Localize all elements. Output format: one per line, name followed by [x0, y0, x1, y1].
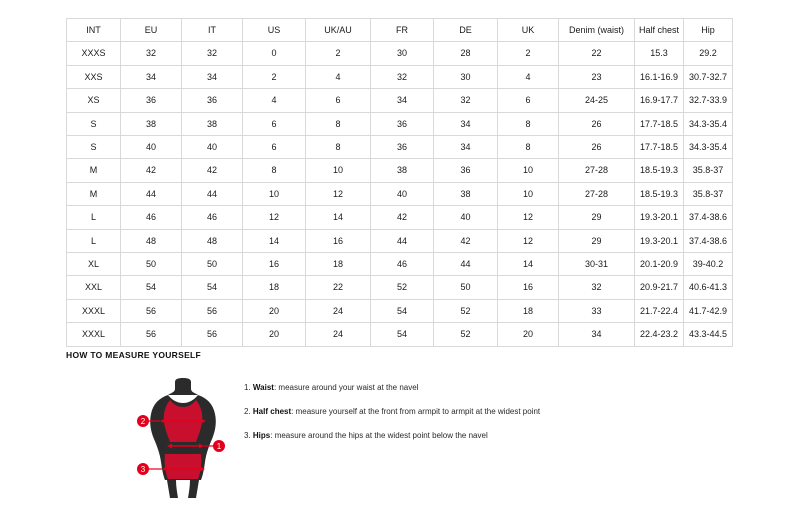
cell-half-chest: 16.1-16.9 [635, 65, 684, 88]
cell-us: 4 [243, 89, 306, 112]
cell-int: XS [67, 89, 121, 112]
cell-it: 56 [182, 299, 243, 322]
measure-step-hips [244, 430, 744, 441]
step-term: Waist [252, 383, 274, 392]
step-number: 2. [244, 407, 251, 416]
cell-fr: 34 [371, 89, 434, 112]
cell-it: 50 [182, 253, 243, 276]
size-chart-container [66, 18, 732, 347]
cell-half-chest: 17.7-18.5 [635, 136, 684, 159]
cell-it: 44 [182, 182, 243, 205]
column-header-us: US [243, 19, 306, 42]
cell-int: S [67, 136, 121, 159]
cell-uk: 12 [498, 229, 559, 252]
cell-fr: 36 [371, 112, 434, 135]
column-header-hip: Hip [684, 19, 733, 42]
step-text: : measure around your waist at the navel [273, 383, 419, 392]
svg-text:2: 2 [140, 417, 146, 426]
cell-denim-waist: 24-25 [559, 89, 635, 112]
cell-denim-waist: 27-28 [559, 182, 635, 205]
cell-hip: 29.2 [684, 42, 733, 65]
cell-uk-au: 24 [306, 299, 371, 322]
cell-us: 18 [243, 276, 306, 299]
cell-us: 6 [243, 136, 306, 159]
size-chart-table [66, 18, 733, 347]
step-number: 3. [244, 431, 251, 440]
cell-fr: 42 [371, 206, 434, 229]
cell-half-chest: 18.5-19.3 [635, 182, 684, 205]
cell-denim-waist: 22 [559, 42, 635, 65]
table-row [67, 229, 733, 252]
cell-uk-au: 8 [306, 136, 371, 159]
table-row [67, 276, 733, 299]
cell-int: L [67, 206, 121, 229]
cell-fr: 46 [371, 253, 434, 276]
cell-de: 50 [434, 276, 498, 299]
marker-3 [137, 463, 149, 475]
size-chart-head [67, 19, 733, 42]
cell-uk: 20 [498, 323, 559, 346]
cell-eu: 32 [121, 42, 182, 65]
cell-half-chest: 17.7-18.5 [635, 112, 684, 135]
measure-step-waist [244, 382, 744, 393]
cell-half-chest: 22.4-23.2 [635, 323, 684, 346]
cell-denim-waist: 29 [559, 206, 635, 229]
cell-us: 14 [243, 229, 306, 252]
cell-uk: 6 [498, 89, 559, 112]
column-header-de: DE [434, 19, 498, 42]
cell-de: 34 [434, 112, 498, 135]
cell-de: 52 [434, 299, 498, 322]
cell-us: 20 [243, 323, 306, 346]
cell-hip: 39-40.2 [684, 253, 733, 276]
cell-fr: 40 [371, 182, 434, 205]
cell-uk-au: 12 [306, 182, 371, 205]
cell-denim-waist: 26 [559, 112, 635, 135]
table-row [67, 253, 733, 276]
cell-us: 20 [243, 299, 306, 322]
cell-denim-waist: 23 [559, 65, 635, 88]
column-header-uk-au: UK/AU [306, 19, 371, 42]
cell-de: 28 [434, 42, 498, 65]
cell-us: 2 [243, 65, 306, 88]
cell-int: XXS [67, 65, 121, 88]
column-header-fr: FR [371, 19, 434, 42]
table-row [67, 42, 733, 65]
cell-eu: 42 [121, 159, 182, 182]
cell-eu: 56 [121, 299, 182, 322]
cell-uk: 10 [498, 159, 559, 182]
cell-de: 40 [434, 206, 498, 229]
cell-uk: 16 [498, 276, 559, 299]
cell-fr: 36 [371, 136, 434, 159]
cell-fr: 44 [371, 229, 434, 252]
cell-uk: 10 [498, 182, 559, 205]
step-text: : measure yourself at the front from armpit to armpit at the widest point [291, 407, 541, 416]
cell-uk-au: 4 [306, 65, 371, 88]
table-row [67, 89, 733, 112]
cell-de: 52 [434, 323, 498, 346]
table-row [67, 299, 733, 322]
cell-it: 54 [182, 276, 243, 299]
cell-uk-au: 2 [306, 42, 371, 65]
cell-uk: 4 [498, 65, 559, 88]
cell-hip: 37.4-38.6 [684, 229, 733, 252]
cell-us: 8 [243, 159, 306, 182]
column-header-half-chest: Half chest [635, 19, 684, 42]
table-row [67, 112, 733, 135]
cell-de: 38 [434, 182, 498, 205]
column-header-eu: EU [121, 19, 182, 42]
cell-denim-waist: 32 [559, 276, 635, 299]
cell-de: 44 [434, 253, 498, 276]
cell-hip: 32.7-33.9 [684, 89, 733, 112]
mannequin-diagram [118, 376, 248, 501]
cell-de: 34 [434, 136, 498, 159]
cell-us: 6 [243, 112, 306, 135]
column-header-int: INT [67, 19, 121, 42]
column-header-denim-waist: Denim (waist) [559, 19, 635, 42]
cell-eu: 50 [121, 253, 182, 276]
cell-int: M [67, 159, 121, 182]
cell-it: 48 [182, 229, 243, 252]
cell-eu: 36 [121, 89, 182, 112]
size-chart-body [67, 42, 733, 346]
cell-denim-waist: 33 [559, 299, 635, 322]
cell-us: 16 [243, 253, 306, 276]
step-term: Half chest [252, 407, 292, 416]
cell-it: 38 [182, 112, 243, 135]
cell-it: 40 [182, 136, 243, 159]
cell-eu: 44 [121, 182, 182, 205]
cell-eu: 38 [121, 112, 182, 135]
table-row [67, 159, 733, 182]
step-number: 1. [244, 383, 251, 392]
marker-2 [137, 415, 149, 427]
column-header-it: IT [182, 19, 243, 42]
svg-text:3: 3 [140, 465, 146, 474]
cell-uk-au: 8 [306, 112, 371, 135]
cell-hip: 34.3-35.4 [684, 136, 733, 159]
cell-it: 34 [182, 65, 243, 88]
cell-uk-au: 14 [306, 206, 371, 229]
cell-denim-waist: 34 [559, 323, 635, 346]
table-row [67, 206, 733, 229]
table-header-row [67, 19, 733, 42]
table-row [67, 182, 733, 205]
cell-uk: 12 [498, 206, 559, 229]
cell-half-chest: 18.5-19.3 [635, 159, 684, 182]
cell-half-chest: 20.9-21.7 [635, 276, 684, 299]
cell-half-chest: 16.9-17.7 [635, 89, 684, 112]
cell-de: 36 [434, 159, 498, 182]
cell-fr: 54 [371, 299, 434, 322]
cell-fr: 52 [371, 276, 434, 299]
cell-int: XXL [67, 276, 121, 299]
cell-fr: 32 [371, 65, 434, 88]
cell-hip: 41.7-42.9 [684, 299, 733, 322]
cell-int: XL [67, 253, 121, 276]
cell-uk-au: 16 [306, 229, 371, 252]
step-term: Hips [252, 431, 271, 440]
measure-step-half-chest [244, 406, 744, 417]
cell-uk-au: 6 [306, 89, 371, 112]
how-to-measure-title: HOW TO MEASURE YOURSELF [66, 350, 202, 360]
cell-hip: 35.8-37 [684, 182, 733, 205]
cell-uk: 8 [498, 136, 559, 159]
cell-fr: 54 [371, 323, 434, 346]
cell-it: 36 [182, 89, 243, 112]
table-row [67, 65, 733, 88]
cell-hip: 35.8-37 [684, 159, 733, 182]
cell-uk: 8 [498, 112, 559, 135]
how-to-measure-section [66, 350, 746, 474]
cell-uk-au: 24 [306, 323, 371, 346]
cell-denim-waist: 29 [559, 229, 635, 252]
cell-hip: 30.7-32.7 [684, 65, 733, 88]
cell-uk: 14 [498, 253, 559, 276]
cell-eu: 40 [121, 136, 182, 159]
cell-eu: 56 [121, 323, 182, 346]
cell-half-chest: 20.1-20.9 [635, 253, 684, 276]
cell-hip: 40.6-41.3 [684, 276, 733, 299]
cell-half-chest: 15.3 [635, 42, 684, 65]
cell-denim-waist: 27-28 [559, 159, 635, 182]
cell-int: M [67, 182, 121, 205]
mannequin-figure-icon [118, 376, 248, 501]
cell-half-chest: 19.3-20.1 [635, 206, 684, 229]
measure-steps-list [244, 382, 744, 454]
cell-de: 32 [434, 89, 498, 112]
cell-us: 12 [243, 206, 306, 229]
cell-hip: 37.4-38.6 [684, 206, 733, 229]
cell-uk: 2 [498, 42, 559, 65]
cell-int: S [67, 112, 121, 135]
cell-de: 30 [434, 65, 498, 88]
cell-uk-au: 18 [306, 253, 371, 276]
cell-eu: 48 [121, 229, 182, 252]
cell-it: 32 [182, 42, 243, 65]
cell-denim-waist: 30-31 [559, 253, 635, 276]
cell-hip: 43.3-44.5 [684, 323, 733, 346]
cell-hip: 34.3-35.4 [684, 112, 733, 135]
cell-int: XXXL [67, 323, 121, 346]
mannequin-body [150, 378, 216, 498]
cell-uk-au: 10 [306, 159, 371, 182]
table-row [67, 136, 733, 159]
cell-de: 42 [434, 229, 498, 252]
table-row [67, 323, 733, 346]
cell-it: 56 [182, 323, 243, 346]
cell-eu: 46 [121, 206, 182, 229]
marker-1 [213, 440, 225, 452]
step-text: : measure around the hips at the widest point below the navel [270, 431, 488, 440]
cell-half-chest: 19.3-20.1 [635, 229, 684, 252]
cell-int: XXXL [67, 299, 121, 322]
cell-int: XXXS [67, 42, 121, 65]
cell-it: 42 [182, 159, 243, 182]
cell-fr: 38 [371, 159, 434, 182]
cell-uk: 18 [498, 299, 559, 322]
cell-half-chest: 21.7-22.4 [635, 299, 684, 322]
svg-text:1: 1 [216, 442, 222, 451]
cell-us: 0 [243, 42, 306, 65]
cell-fr: 30 [371, 42, 434, 65]
cell-eu: 34 [121, 65, 182, 88]
cell-denim-waist: 26 [559, 136, 635, 159]
column-header-uk: UK [498, 19, 559, 42]
cell-int: L [67, 229, 121, 252]
cell-it: 46 [182, 206, 243, 229]
cell-uk-au: 22 [306, 276, 371, 299]
cell-us: 10 [243, 182, 306, 205]
cell-eu: 54 [121, 276, 182, 299]
